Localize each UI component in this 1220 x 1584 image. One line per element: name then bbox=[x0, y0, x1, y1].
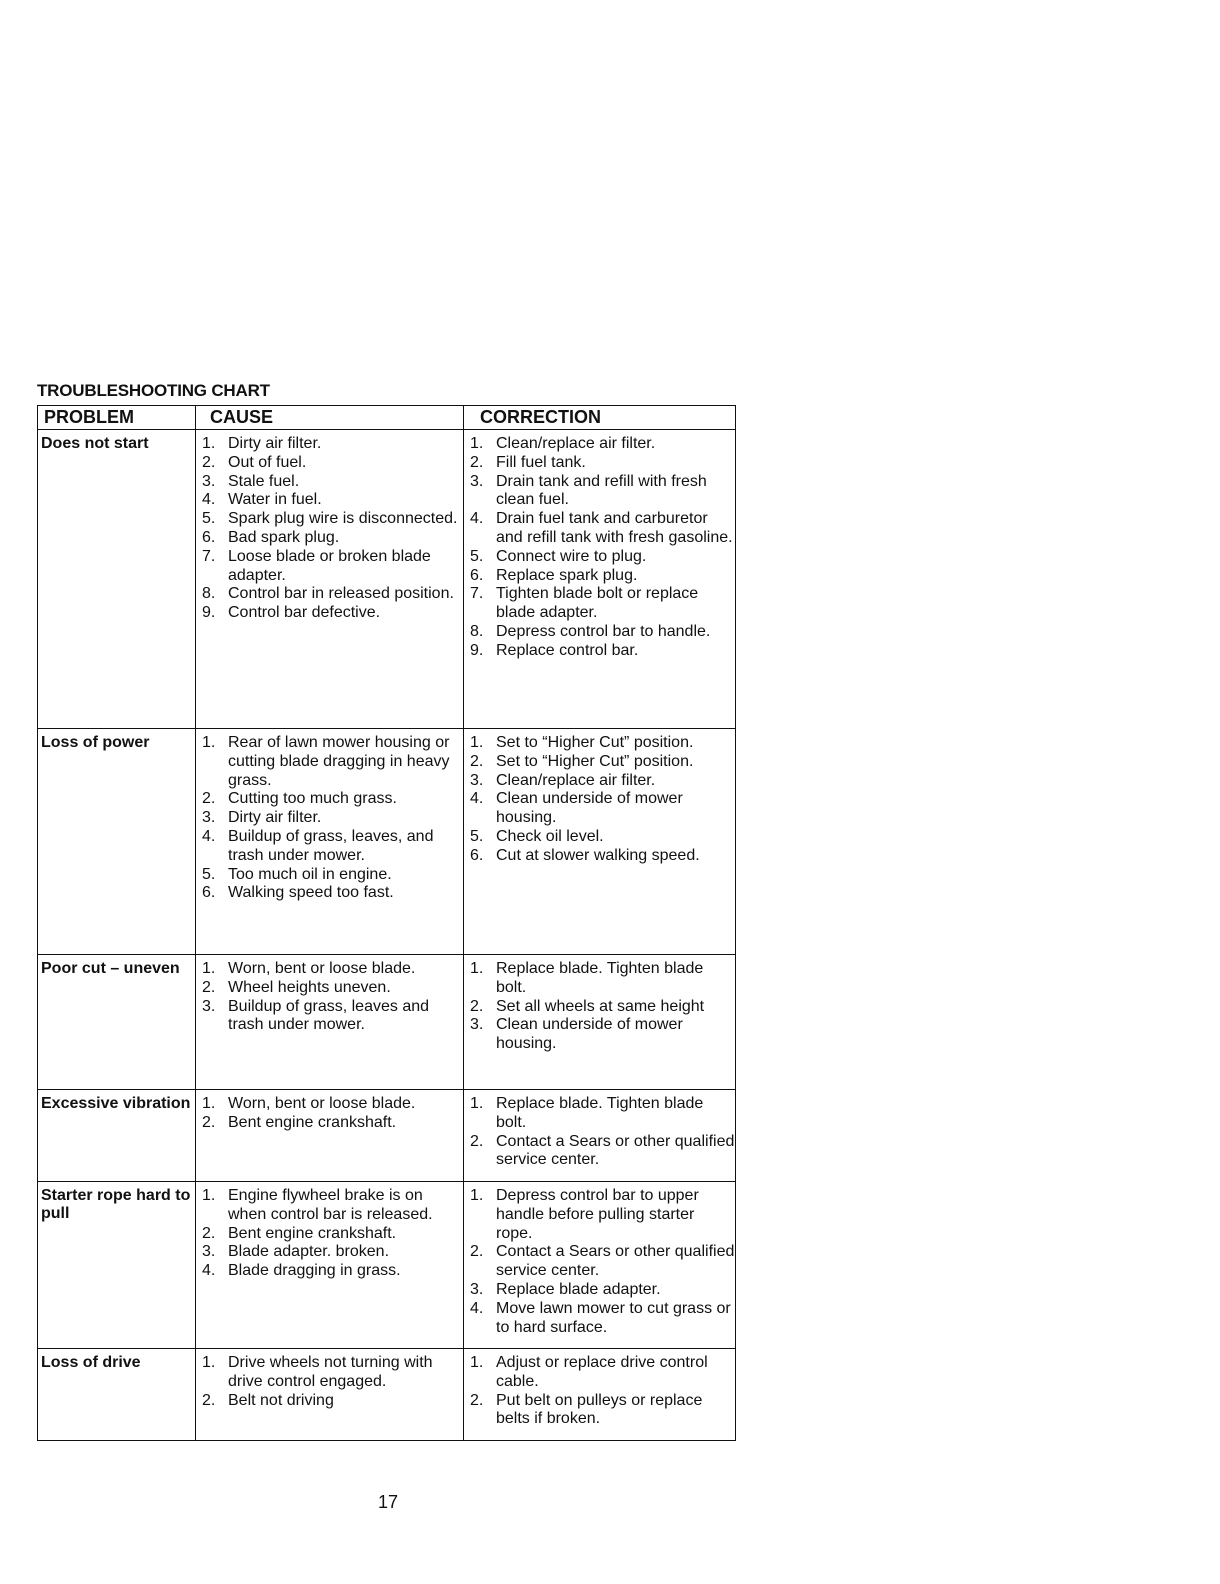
item-text: Move lawn mower to cut grass or to hard surface. bbox=[496, 1299, 731, 1336]
correction-list bbox=[464, 960, 735, 1054]
item-number: 2. bbox=[470, 453, 484, 471]
correction-cell bbox=[464, 430, 736, 729]
item-text: Replace blade. Tighten blade bolt. bbox=[496, 1095, 704, 1131]
item-text: Bent engine crankshaft. bbox=[228, 1113, 397, 1131]
item-text: Replace spark plug. bbox=[496, 566, 638, 584]
list-item bbox=[196, 1262, 463, 1281]
item-text: Too much oil in engine. bbox=[228, 865, 392, 883]
item-number: 1. bbox=[470, 960, 484, 977]
item-text: Set to “Higher Cut” position. bbox=[496, 734, 694, 751]
item-number: 2. bbox=[470, 1243, 484, 1261]
list-item bbox=[196, 454, 463, 473]
problem-cell: Loss of drive bbox=[38, 1349, 196, 1441]
item-text: Bent engine crankshaft. bbox=[228, 1224, 397, 1242]
item-number: 7. bbox=[202, 547, 216, 565]
item-number: 5. bbox=[202, 865, 216, 883]
item-text: Out of fuel. bbox=[228, 453, 307, 471]
correction-cell bbox=[464, 729, 736, 955]
item-number: 1. bbox=[202, 1187, 216, 1204]
item-text: Wheel heights uneven. bbox=[228, 978, 391, 996]
item-number: 1. bbox=[202, 734, 216, 751]
item-text: Engine flywheel brake is on when control bar is released. bbox=[228, 1187, 433, 1223]
cause-list bbox=[196, 435, 463, 623]
item-number: 3. bbox=[202, 1243, 216, 1261]
item-number: 1. bbox=[470, 734, 484, 751]
table-row bbox=[38, 1349, 736, 1441]
item-number: 8. bbox=[202, 585, 216, 603]
item-text: Put belt on pulleys or replace belts if broken. bbox=[496, 1391, 703, 1428]
correction-cell bbox=[464, 955, 736, 1090]
item-number: 1. bbox=[202, 1354, 216, 1371]
item-text: Control bar in released position. bbox=[228, 585, 454, 603]
item-text: Drive wheels not turning with drive control engaged. bbox=[228, 1354, 433, 1390]
list-item bbox=[464, 734, 735, 753]
item-text: Clean underside of mower housing. bbox=[496, 1016, 683, 1053]
list-item bbox=[196, 1114, 463, 1133]
item-number: 2. bbox=[202, 1113, 216, 1131]
cause-cell bbox=[196, 955, 464, 1090]
item-number: 3. bbox=[470, 472, 484, 490]
list-item bbox=[464, 1392, 735, 1430]
cause-cell bbox=[196, 1182, 464, 1349]
list-item bbox=[196, 790, 463, 809]
correction-list bbox=[464, 1095, 735, 1170]
item-number: 5. bbox=[202, 510, 216, 528]
cause-list bbox=[196, 1354, 463, 1410]
item-text: Control bar defective. bbox=[228, 604, 381, 622]
item-number: 2. bbox=[202, 1391, 216, 1409]
list-item bbox=[464, 790, 735, 828]
correction-list bbox=[464, 435, 735, 661]
item-number: 6. bbox=[202, 528, 216, 546]
item-text: Water in fuel. bbox=[228, 491, 322, 509]
cause-cell bbox=[196, 1090, 464, 1182]
list-item bbox=[196, 1243, 463, 1262]
list-item bbox=[464, 772, 735, 791]
cause-list bbox=[196, 1187, 463, 1281]
list-item bbox=[464, 828, 735, 847]
item-number: 7. bbox=[470, 585, 484, 603]
list-item bbox=[464, 623, 735, 642]
problem-cell: Loss of power bbox=[38, 729, 196, 955]
item-number: 1. bbox=[470, 1095, 484, 1112]
list-item bbox=[464, 1243, 735, 1281]
correction-list bbox=[464, 734, 735, 866]
list-item bbox=[464, 642, 735, 661]
list-item bbox=[464, 435, 735, 454]
item-number: 8. bbox=[470, 622, 484, 640]
item-text: Contact a Sears or other qualified service center. bbox=[496, 1132, 735, 1169]
table-row bbox=[38, 430, 736, 729]
item-number: 5. bbox=[470, 827, 484, 845]
list-item bbox=[464, 753, 735, 772]
item-text: Cutting too much grass. bbox=[228, 790, 397, 808]
item-number: 2. bbox=[202, 453, 216, 471]
list-item bbox=[196, 809, 463, 828]
item-text: Bad spark plug. bbox=[228, 528, 340, 546]
item-number: 2. bbox=[470, 752, 484, 770]
list-item bbox=[196, 491, 463, 510]
item-number: 1. bbox=[202, 1095, 216, 1112]
list-item bbox=[464, 454, 735, 473]
list-item bbox=[196, 510, 463, 529]
item-text: Spark plug wire is disconnected. bbox=[228, 510, 458, 528]
cause-cell bbox=[196, 430, 464, 729]
list-item bbox=[196, 1187, 463, 1225]
item-number: 3. bbox=[470, 1016, 484, 1034]
item-number: 4. bbox=[470, 1299, 484, 1317]
item-text: Buildup of grass, leaves and trash under mower. bbox=[228, 997, 430, 1034]
item-number: 5. bbox=[470, 547, 484, 565]
item-text: Worn, bent or loose blade. bbox=[228, 1095, 416, 1112]
item-number: 6. bbox=[470, 566, 484, 584]
list-item bbox=[464, 585, 735, 623]
item-number: 4. bbox=[470, 510, 484, 528]
item-number: 2. bbox=[470, 997, 484, 1015]
list-item bbox=[196, 435, 463, 454]
table-row bbox=[38, 955, 736, 1090]
item-text: Clean/replace air filter. bbox=[496, 771, 656, 789]
correction-cell bbox=[464, 1182, 736, 1349]
page-number: 17 bbox=[378, 1492, 399, 1512]
list-item bbox=[464, 548, 735, 567]
header-correction: CORRECTION bbox=[464, 406, 736, 430]
item-number: 1. bbox=[202, 960, 216, 977]
item-text: Fill fuel tank. bbox=[496, 453, 586, 471]
item-text: Buildup of grass, leaves, and trash under mower. bbox=[228, 827, 434, 864]
table-row bbox=[38, 1182, 736, 1349]
list-item bbox=[196, 1354, 463, 1392]
item-number: 6. bbox=[470, 846, 484, 864]
correction-list bbox=[464, 1187, 735, 1337]
list-item bbox=[464, 998, 735, 1017]
cause-list bbox=[196, 960, 463, 1035]
list-item bbox=[464, 1016, 735, 1054]
item-text: Blade dragging in grass. bbox=[228, 1262, 401, 1280]
item-number: 2. bbox=[470, 1391, 484, 1409]
item-text: Belt not driving bbox=[228, 1391, 334, 1409]
item-text: Tighten blade bolt or replace blade adapter. bbox=[496, 585, 699, 622]
item-number: 2. bbox=[202, 978, 216, 996]
item-text: Dirty air filter. bbox=[228, 809, 322, 827]
problem-cell: Does not start bbox=[38, 430, 196, 729]
item-number: 2. bbox=[202, 790, 216, 808]
item-text: Replace blade. Tighten blade bolt. bbox=[496, 960, 704, 996]
item-number: 3. bbox=[202, 809, 216, 827]
list-item bbox=[464, 847, 735, 866]
item-text: Cut at slower walking speed. bbox=[496, 846, 700, 864]
list-item bbox=[196, 1225, 463, 1244]
list-item bbox=[196, 884, 463, 903]
list-item bbox=[464, 473, 735, 511]
list-item bbox=[196, 604, 463, 623]
cause-list bbox=[196, 734, 463, 903]
table-row bbox=[38, 1090, 736, 1182]
item-text: Depress control bar to handle. bbox=[496, 622, 711, 640]
list-item bbox=[196, 1392, 463, 1411]
list-item bbox=[196, 998, 463, 1036]
header-problem: PROBLEM bbox=[38, 406, 196, 430]
list-item bbox=[196, 960, 463, 979]
list-item bbox=[464, 510, 735, 548]
list-item bbox=[464, 1354, 735, 1392]
item-text: Replace blade adapter. bbox=[496, 1280, 661, 1298]
item-text: Drain fuel tank and carburetor and refill tank with fresh gasoline. bbox=[496, 510, 733, 546]
list-item bbox=[196, 866, 463, 885]
list-item bbox=[196, 529, 463, 548]
list-item bbox=[196, 734, 463, 790]
header-row bbox=[38, 406, 736, 430]
item-text: Clean underside of mower housing. bbox=[496, 790, 683, 827]
item-number: 1. bbox=[470, 435, 484, 452]
item-text: Walking speed too fast. bbox=[228, 884, 394, 902]
item-text: Adjust or replace drive control cable. bbox=[496, 1354, 708, 1390]
item-number: 3. bbox=[202, 997, 216, 1015]
chart-title: TROUBLESHOOTING CHART bbox=[37, 381, 270, 400]
item-text: Blade adapter. broken. bbox=[228, 1243, 390, 1261]
list-item bbox=[464, 1095, 735, 1133]
item-number: 4. bbox=[470, 790, 484, 808]
item-number: 4. bbox=[202, 1262, 216, 1280]
item-number: 3. bbox=[202, 472, 216, 490]
item-text: Rear of lawn mower housing or cutting blade dragging in heavy grass. bbox=[228, 734, 450, 789]
list-item bbox=[196, 979, 463, 998]
table-row bbox=[38, 729, 736, 955]
item-text: Dirty air filter. bbox=[228, 435, 322, 452]
item-number: 1. bbox=[202, 435, 216, 452]
cause-cell bbox=[196, 729, 464, 955]
item-number: 2. bbox=[202, 1224, 216, 1242]
list-item bbox=[196, 585, 463, 604]
item-number: 1. bbox=[470, 1354, 484, 1371]
list-item bbox=[464, 1300, 735, 1338]
list-item bbox=[464, 960, 735, 998]
table-body bbox=[38, 430, 736, 1441]
item-text: Stale fuel. bbox=[228, 472, 300, 490]
list-item bbox=[196, 473, 463, 492]
item-number: 6. bbox=[202, 884, 216, 902]
item-number: 9. bbox=[470, 641, 484, 659]
item-text: Connect wire to plug. bbox=[496, 547, 647, 565]
item-text: Check oil level. bbox=[496, 827, 604, 845]
item-text: Clean/replace air filter. bbox=[496, 435, 656, 452]
cause-list bbox=[196, 1095, 463, 1133]
correction-list bbox=[464, 1354, 735, 1429]
item-number: 3. bbox=[470, 1280, 484, 1298]
list-item bbox=[196, 1095, 463, 1114]
item-text: Contact a Sears or other qualified service center. bbox=[496, 1243, 735, 1280]
item-number: 1. bbox=[470, 1187, 484, 1204]
troubleshooting-table bbox=[37, 405, 736, 1441]
list-item bbox=[196, 548, 463, 586]
problem-cell: Starter rope hard to pull bbox=[38, 1182, 196, 1349]
correction-cell bbox=[464, 1090, 736, 1182]
problem-cell: Poor cut – uneven bbox=[38, 955, 196, 1090]
problem-cell: Excessive vibration bbox=[38, 1090, 196, 1182]
correction-cell bbox=[464, 1349, 736, 1441]
list-item bbox=[464, 1187, 735, 1243]
item-text: Replace control bar. bbox=[496, 641, 639, 659]
item-number: 3. bbox=[470, 771, 484, 789]
item-number: 4. bbox=[202, 827, 216, 845]
item-text: Drain tank and refill with fresh clean fuel. bbox=[496, 472, 707, 509]
item-number: 2. bbox=[470, 1132, 484, 1150]
list-item bbox=[464, 567, 735, 586]
cause-cell bbox=[196, 1349, 464, 1441]
list-item bbox=[196, 828, 463, 866]
item-text: Depress control bar to upper handle before pulling starter rope. bbox=[496, 1187, 699, 1242]
item-number: 4. bbox=[202, 491, 216, 509]
item-text: Loose blade or broken blade adapter. bbox=[228, 547, 431, 584]
item-text: Set all wheels at same height bbox=[496, 997, 705, 1015]
item-number: 9. bbox=[202, 604, 216, 622]
header-cause: CAUSE bbox=[196, 406, 464, 430]
item-text: Worn, bent or loose blade. bbox=[228, 960, 416, 977]
item-text: Set to “Higher Cut” position. bbox=[496, 752, 694, 770]
list-item bbox=[464, 1133, 735, 1171]
list-item bbox=[464, 1281, 735, 1300]
